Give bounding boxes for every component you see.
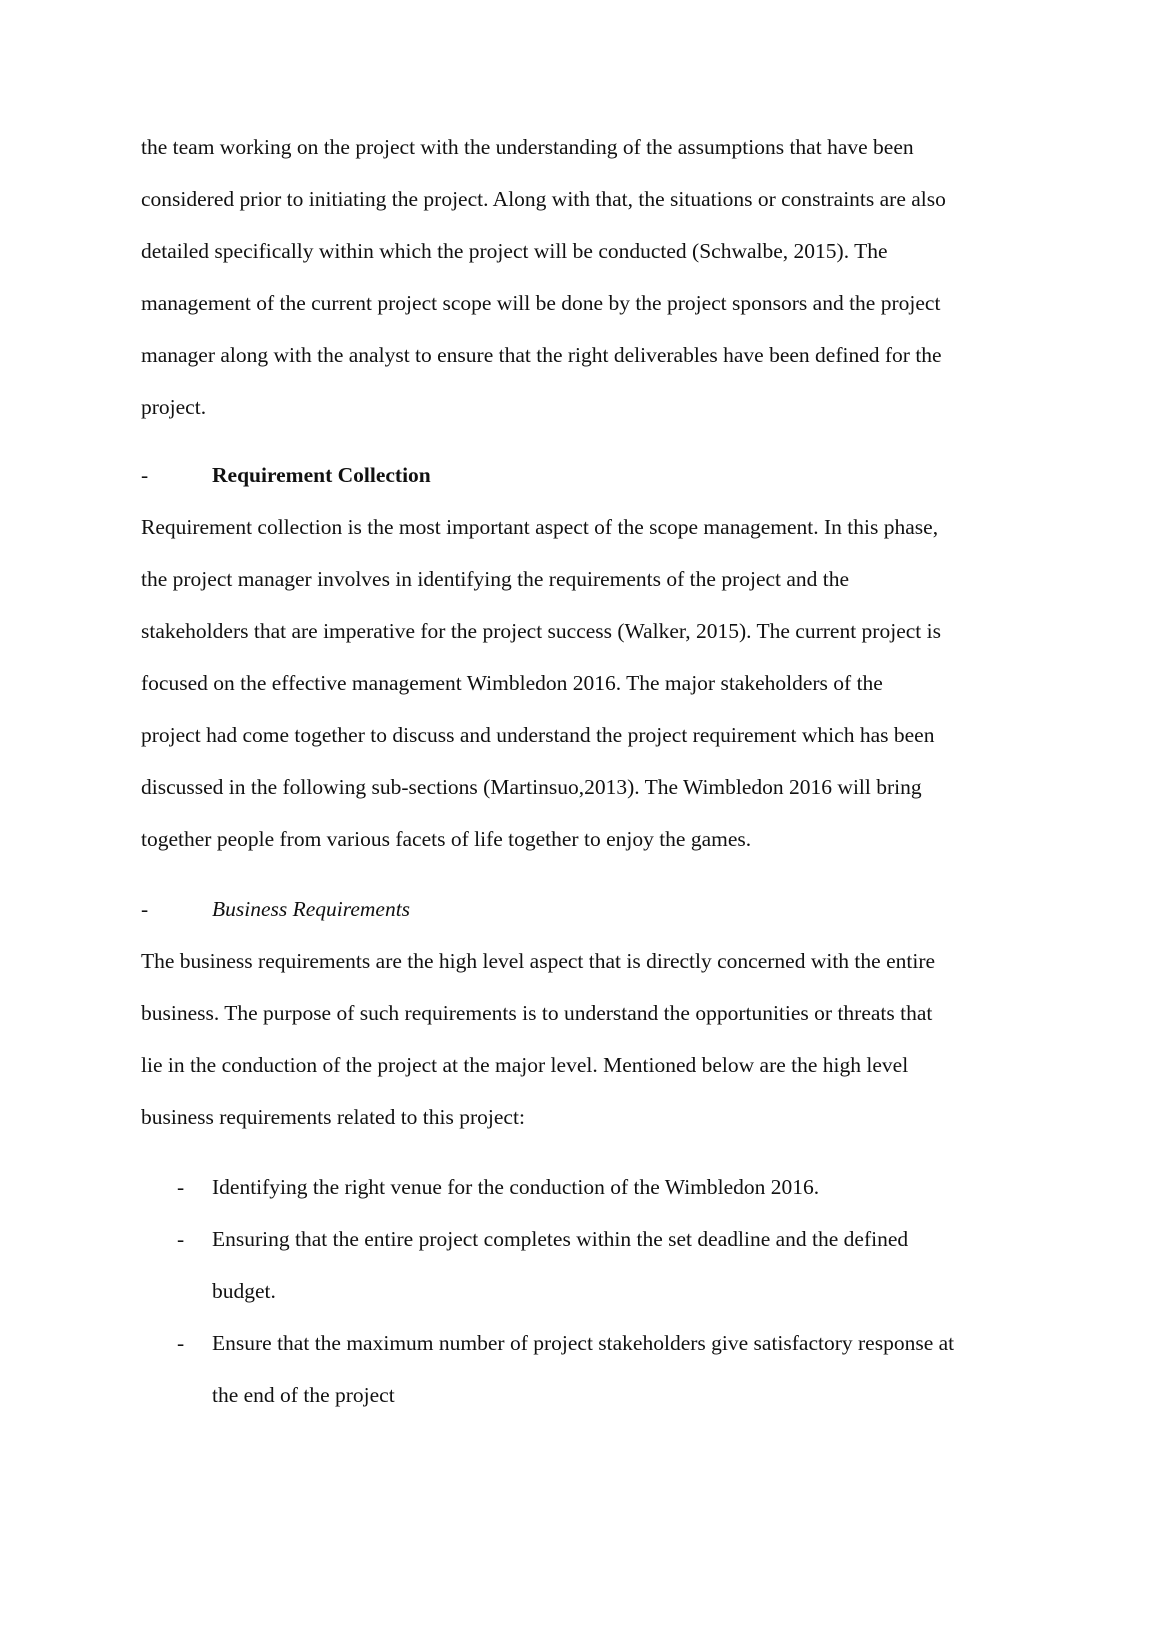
- bullet-text: budget.: [212, 1279, 276, 1303]
- intro-line: management of the current project scope will be done by the project sponsors and the project: [141, 291, 941, 315]
- intro-line: manager along with the analyst to ensure that the right deliverables have been defined for the: [141, 343, 942, 367]
- subsection-line: lie in the conduction of the project at the major level. Mentioned below are the high level: [141, 1053, 909, 1077]
- subsection-title: Business Requirements: [212, 897, 411, 921]
- subsection-line: business. The purpose of such requirements is to understand the opportunities or threats that: [141, 1001, 933, 1025]
- intro-line: project.: [141, 395, 207, 419]
- subsection-line: The business requirements are the high level aspect that is directly concerned with the entire: [141, 949, 936, 973]
- section-line: the project manager involves in identifying the requirements of the project and the: [141, 567, 850, 591]
- subsection-line: business requirements related to this project:: [141, 1105, 525, 1129]
- section-line: together people from various facets of life together to enjoy the games.: [141, 827, 752, 851]
- intro-line: detailed specifically within which the project will be conducted (Schwalbe, 2015). The: [141, 239, 888, 263]
- bullet-text: Ensuring that the entire project completes within the set deadline and the defined: [212, 1227, 909, 1251]
- section-title: Requirement Collection: [212, 463, 431, 487]
- section-line: Requirement collection is the most important aspect of the scope management. In this phase,: [141, 515, 939, 539]
- bullet-dash: -: [177, 1175, 185, 1199]
- heading-dash: -: [141, 463, 149, 487]
- bullet-dash: -: [177, 1331, 185, 1355]
- intro-line: the team working on the project with the understanding of the assumptions that have been: [141, 135, 914, 159]
- section-line: discussed in the following sub-sections (Martinsuo,2013). The Wimbledon 2016 will bring: [141, 775, 922, 799]
- intro-line: considered prior to initiating the project. Along with that, the situations or constraints are also: [141, 187, 946, 211]
- bullet-text: Identifying the right venue for the conduction of the Wimbledon 2016.: [212, 1175, 820, 1199]
- section-line: stakeholders that are imperative for the project success (Walker, 2015). The current project is: [141, 619, 941, 643]
- bullet-text: Ensure that the maximum number of project stakeholders give satisfactory response at: [212, 1331, 955, 1355]
- bullet-dash: -: [177, 1227, 185, 1251]
- section-line: project had come together to discuss and understand the project requirement which has been: [141, 723, 935, 747]
- bullet-text: the end of the project: [212, 1383, 395, 1407]
- subheading-dash: -: [141, 897, 149, 921]
- section-line: focused on the effective management Wimbledon 2016. The major stakeholders of the: [141, 671, 883, 695]
